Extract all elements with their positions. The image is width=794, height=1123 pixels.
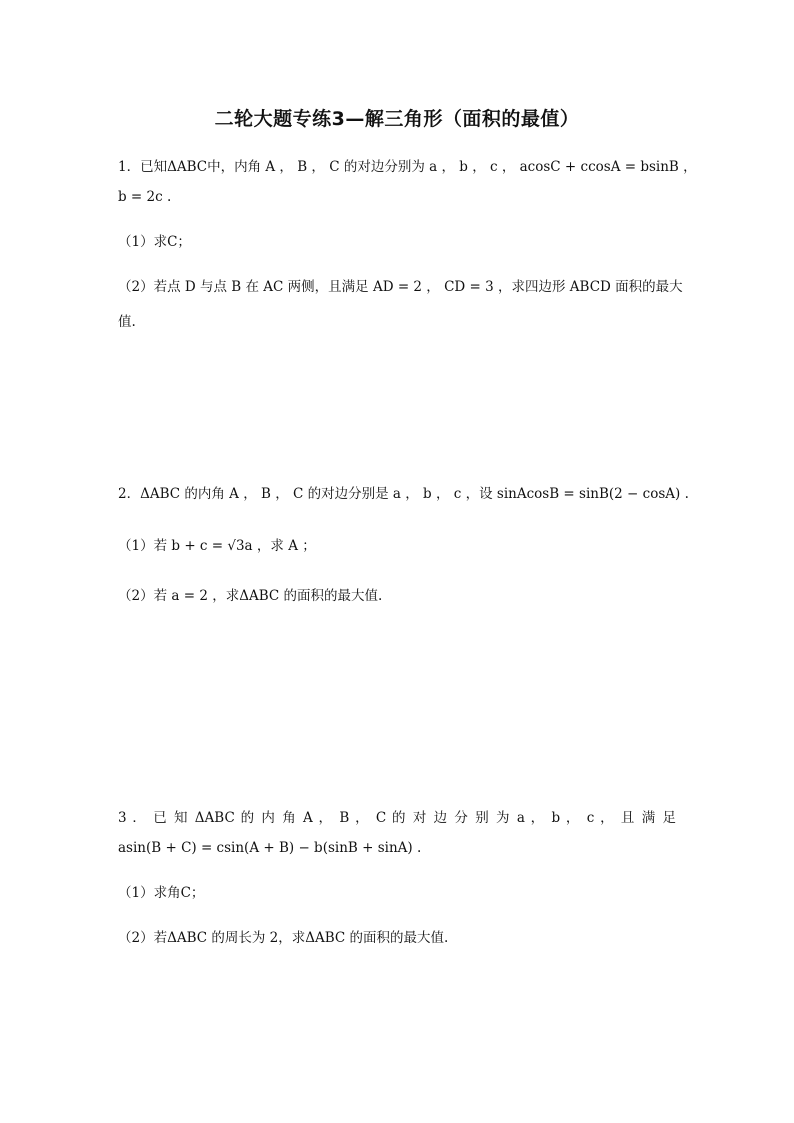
problem-3-statement-line-1: 3 ． 已 知 ΔABC 的 内 角 A ， B ， C 的 对 边 分 别 为 a ， b ， c ， 且 满 足 [118, 810, 676, 826]
document-title: 二轮大题专练3—解三角形（面积的最值） [214, 108, 580, 130]
problem-1-part-2-line-2: 值. [118, 314, 136, 330]
problem-2-part-1: （1）若 b + c = √3a ，求 A ； [118, 538, 316, 554]
problem-1-part-1: （1）求C； [118, 234, 191, 250]
problem-3-part-2: （2）若ΔABC 的周长为 2，求ΔABC 的面积的最大值. [118, 930, 449, 946]
problem-3-part-1: （1）求角C； [118, 885, 205, 901]
problem-1-part-2-line-1: （2）若点 D 与点 B 在 AC 两侧，且满足 AD = 2 ， CD = 3 ，求四边形 ABCD 面积的最大 [118, 279, 683, 295]
problem-3-statement-line-2: asin(B + C) = csin(A + B) − b(sinB + sinA) . [118, 840, 422, 856]
problem-1-statement-line-1: 1．已知ΔABC中，内角 A ， B ， C 的对边分别为 a ， b ， c ， acosC + ccosA = bsinB ， [118, 159, 697, 175]
problem-2-part-2: （2）若 a = 2 ，求ΔABC 的面积的最大值. [118, 588, 383, 604]
problem-1-statement-line-2: b = 2c . [118, 189, 172, 205]
problem-2-statement: 2．ΔABC 的内角 A ， B ， C 的对边分别是 a ， b ， c ，设 sinAcosB = sinB(2 − cosA) . [118, 486, 689, 502]
